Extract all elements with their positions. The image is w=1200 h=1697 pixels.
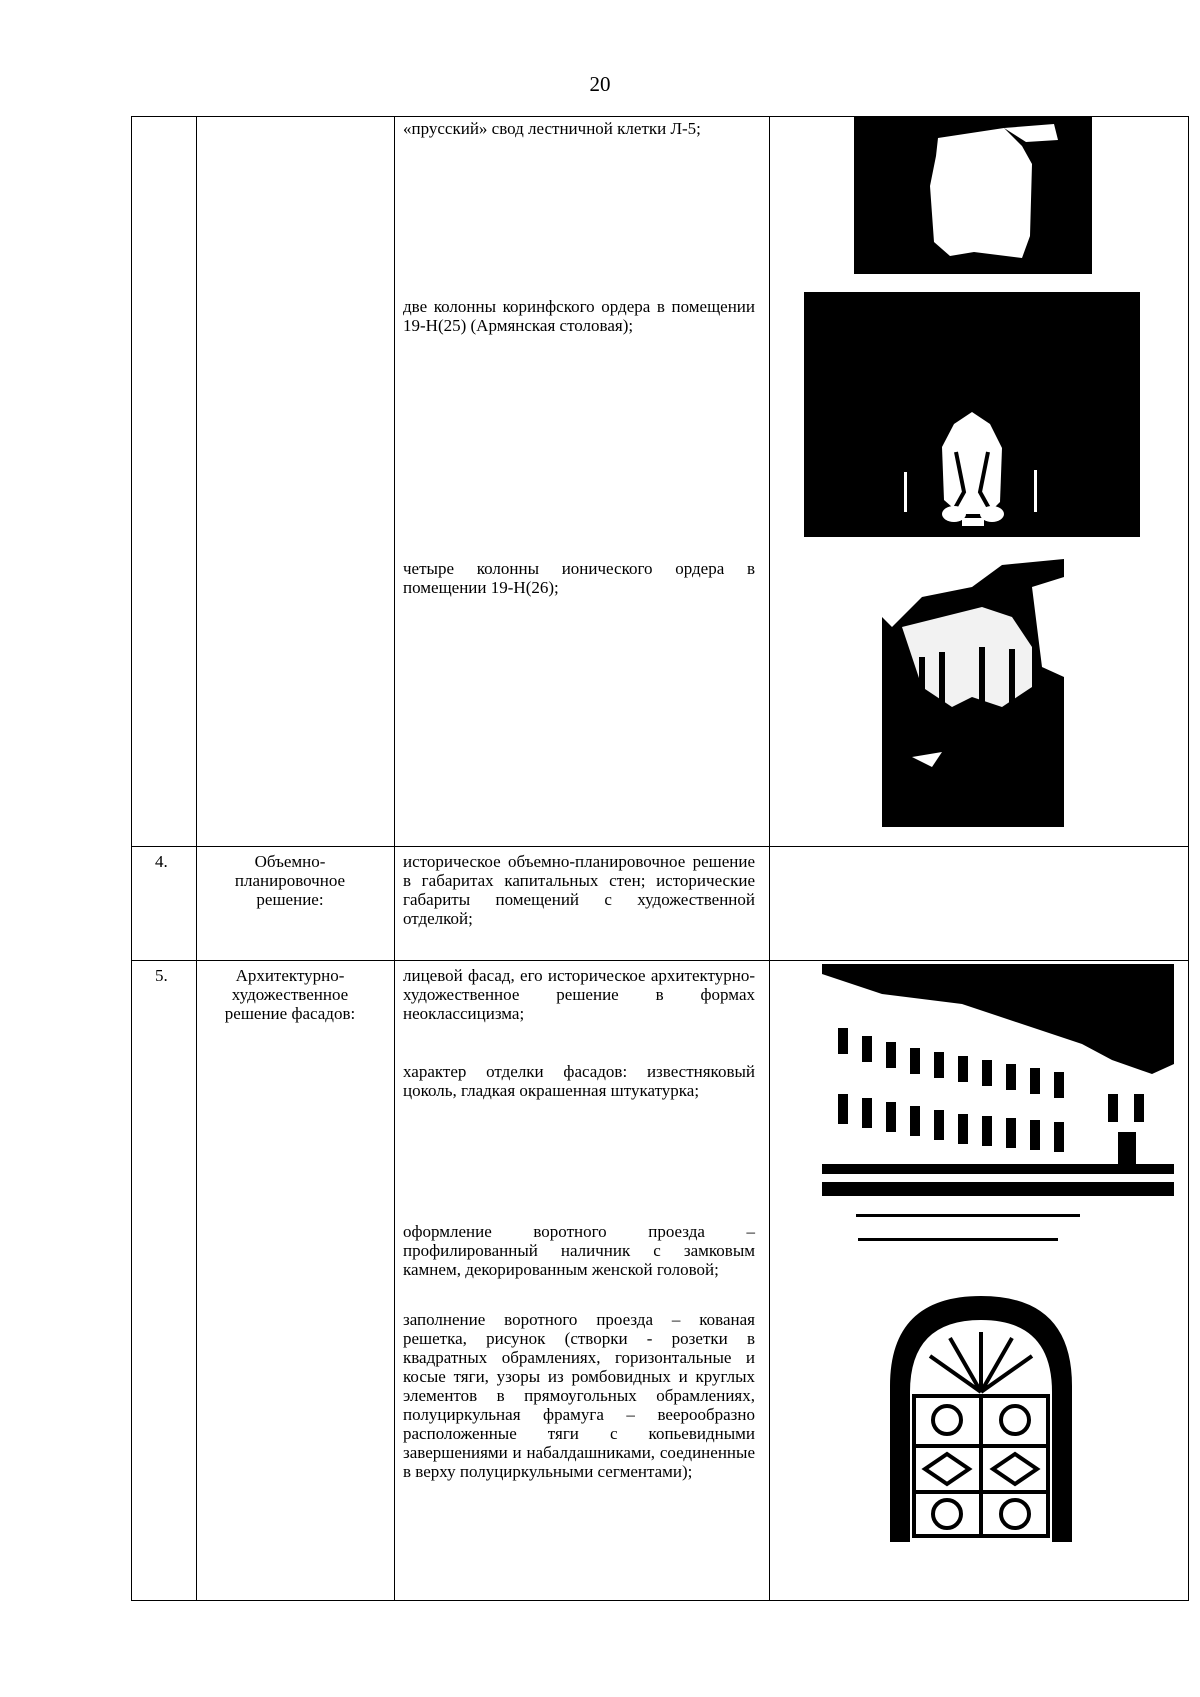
- page-number: 20: [589, 72, 611, 96]
- vault-photo-icon: [854, 116, 1092, 274]
- ionic-columns-photo-icon: [882, 557, 1064, 827]
- column-divider: [769, 117, 770, 1600]
- facade-photo-icon: [822, 964, 1174, 1196]
- row-divider: [132, 960, 1188, 961]
- item-text: характер отделки фасадов: известняковый цоколь, гладкая окрашенная штукатурка;: [403, 1062, 755, 1100]
- columns-photo-icon: [804, 292, 1140, 537]
- item-text: заполнение воротного проезда – кованая решетка, рисунок (створки - розетки в квадратных обрамлениях, горизонтальные и косые тяги, узоры из ромбовидных и круглых элементов в прямоугольных обрамлениях, полуциркульная фрамуга – веерообразно расположенные тяги с копьевидными завершениями и набалдашниками, соединенные в верху полуциркульными сегментами);: [403, 1310, 755, 1481]
- column-divider: [196, 117, 197, 1600]
- item-text: «прусский» свод лестничной клетки Л-5;: [403, 119, 701, 138]
- item-text: лицевой фасад, его историческое архитектурно-художественное решение в формах неоклассицизма;: [403, 966, 755, 1023]
- row-name: Архитектурно-художественное решение фасадов:: [224, 966, 356, 1023]
- row-number: 5.: [155, 966, 168, 985]
- row-number: 4.: [155, 852, 168, 871]
- gate-photo-icon: [890, 1296, 1072, 1542]
- column-divider: [394, 117, 395, 1600]
- gate-rail-icon: [856, 1210, 1080, 1244]
- row-divider: [132, 846, 1188, 847]
- item-text: оформление воротного проезда – профилированный наличник с замковым камнем, декорированным женской головой;: [403, 1222, 755, 1279]
- row-name: Объемно-планировочное решение:: [234, 852, 346, 909]
- item-text: историческое объемно-планировочное решение в габаритах капитальных стен; исторические габариты помещений с художественной отделкой;: [403, 852, 755, 928]
- item-text: две колонны коринфского ордера в помещении 19-Н(25) (Армянская столовая);: [403, 297, 755, 335]
- item-text: четыре колонны ионического ордера в помещении 19-Н(26);: [403, 559, 755, 597]
